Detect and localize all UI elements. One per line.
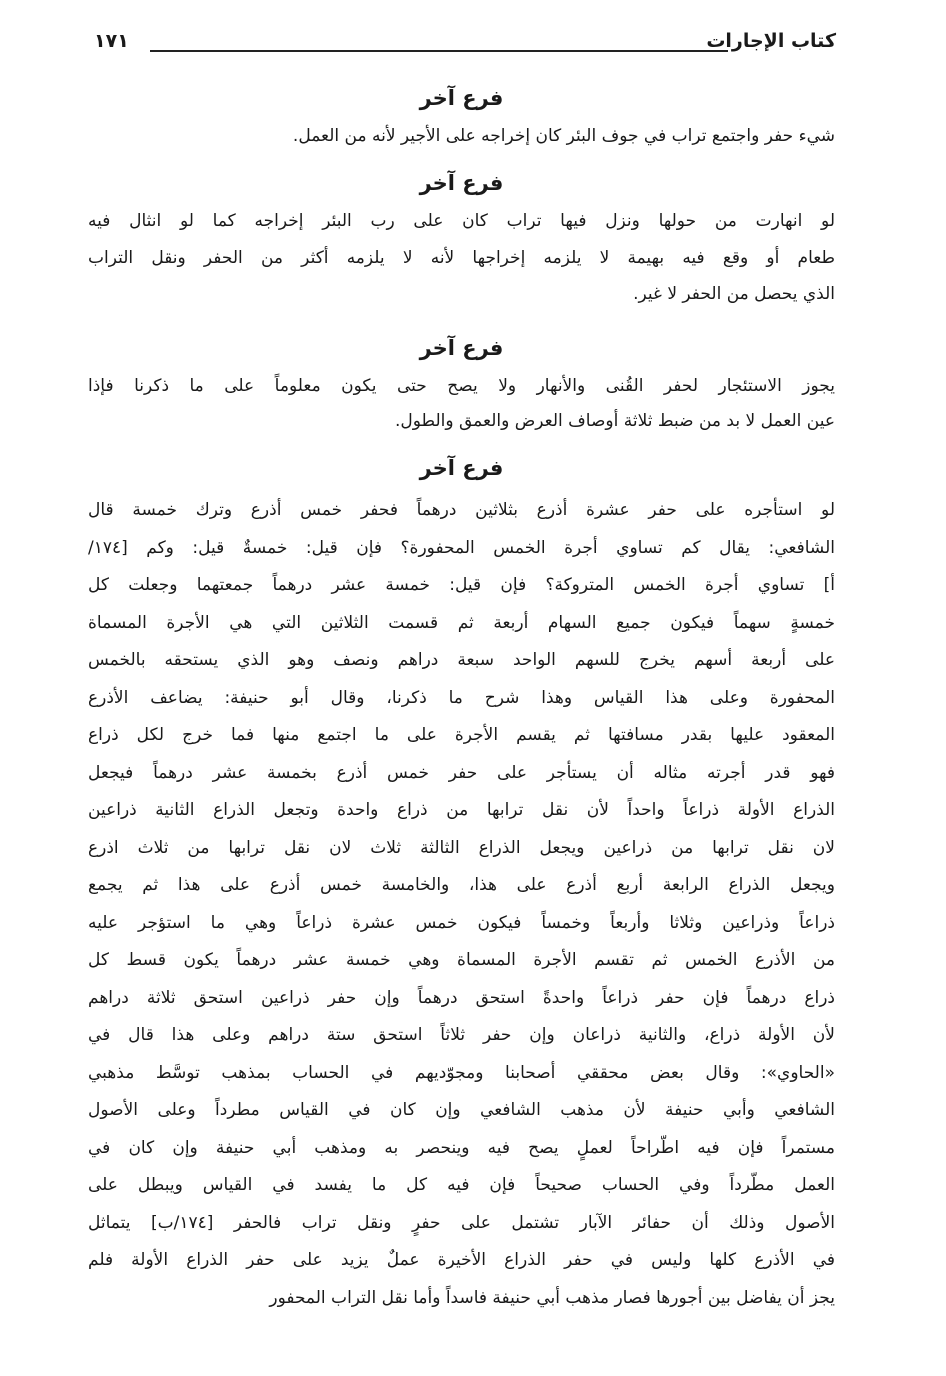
section-heading: فرع آخر xyxy=(419,171,504,195)
section-heading: فرع آخر xyxy=(419,456,504,480)
text-line: الذي يحصل من الحفر لا غير. xyxy=(633,284,835,304)
text-line: خمسةٍ سهماً فيكون جميع السهام أربعة ثم قسمت الثلاثين التي هي الأجرة المسماة xyxy=(88,613,835,633)
book-title: كتاب الإجارات xyxy=(706,30,836,52)
text-line: على أربعة أسهم يخرج للسهم الواحد سبعة دراهم ونصف وهو الذي يستحقه بالخمس xyxy=(88,650,835,670)
text-line: أ] تساوي أجرة الخمس المتروكة؟ فإن قيل: خمسة عشر درهماً جمعتهما وجعلت كل xyxy=(88,575,835,595)
text-line: عين العمل لا بد من ضبط ثلاثة أوصاف العرض والعمق والطول. xyxy=(395,411,835,431)
text-line: لو استأجره على حفر عشرة أذرع بثلاثين درهماً فحفر خمس أذرع وترك خمسة قال xyxy=(88,500,835,520)
text-line: فهو قدر أجرته مثاله أن يستأجر على حفر خمس أذرع بخمسة عشر درهماً فيجعل xyxy=(88,763,835,783)
text-line: الشافعي: يقال كم تساوي أجرة الخمس المحفورة؟ فإن قيل: خمسةٌ قيل: وكم [١٧٤/ xyxy=(88,538,835,558)
text-line: ذراعاً وذراعين وثلاثا وأربعاً وخمساً فيكون خمس عشرة ذراعاً وهي ما استؤجر عليه xyxy=(88,913,835,933)
text-line: مستمراً فإن فيه اطّراحاً لعملٍ يصح فيه وينحصر به ومذهب أبي حنيفة وإن كان في xyxy=(88,1138,835,1158)
header-rule xyxy=(150,50,728,52)
text-line: «الحاوي»: وقال بعض محققي أصحابنا ومجوّديهم في الحساب بمذهب توسَّط مذهبي xyxy=(88,1063,835,1083)
text-line: الأصول وذلك أن حفائر الآبار تشتمل على حفرٍ ونقل تراب فالحفر [١٧٤/ب] يتماثل xyxy=(88,1213,835,1233)
section-heading: فرع آخر xyxy=(419,336,504,360)
text-line: يجوز الاستئجار لحفر القُنى والأنهار ولا يصح حتى يكون معلوماً على ما ذكرنا فإذا xyxy=(88,376,835,396)
text-line: العمل مطّرداً وفي الحساب صحيحاً فإن فيه كل ما يفسد في القياس ويبطل على xyxy=(88,1175,835,1195)
text-line: ويجعل الذراع الرابعة أربع أذرع على هذا، والخامسة خمس أذرع على هذا ثم يجمع xyxy=(88,875,835,895)
text-line: لان نقل ترابها من ذراعين ويجعل الذراع الثالثة ثلاث لان نقل ترابها من ثلاث اذرع xyxy=(88,838,835,858)
text-line: المعقود عليها بقدر مسافتها ثم يقسم الأجرة على ما اجتمع منها فما خرج لكل ذراع xyxy=(88,725,835,745)
text-line: لأن الأولة ذراع، والثانية ذراعان وإن حفر ثلاثاً استحق ستة دراهم وعلى هذا قال في xyxy=(88,1025,835,1045)
text-line: المحفورة وعلى هذا القياس وهذا شرح ما ذكرنا، وقال أبو حنيفة: يضاعف الأذرع xyxy=(88,688,835,708)
page-number: ١٧١ xyxy=(94,30,129,52)
text-line: من الأذرع الخمس ثم تقسم الأجرة المسماة وهي خمسة عشر درهماً يكون قسط كل xyxy=(88,950,835,970)
text-line: الذراع الأولة ذراعاً واحداً لأن نقل ترابها من ذراع واحدة وتجعل الذراع الثانية ذراعين xyxy=(88,800,835,820)
text-line: طعام أو وقع فيه بهيمة لا يلزمه إخراجها لأنه لا يلزمه أكثر من الحفر ونقل التراب xyxy=(88,248,835,268)
text-line: لو انهارت من حولها ونزل فيها تراب كان على رب البئر إخراجه كما لو انثال فيه xyxy=(88,211,835,231)
text-line: شيء حفر واجتمع تراب في جوف البئر كان إخراجه على الأجير لأنه من العمل. xyxy=(292,126,835,146)
text-line: الشافعي وأبي حنيفة لأن مذهب الشافعي وإن كان في القياس مطرداً وعلى الأصول xyxy=(88,1100,835,1120)
section-heading: فرع آخر xyxy=(419,86,504,110)
text-line: ذراع درهماً فإن حفر ذراعاً واحدةً استحق درهماً وإن حفر ذراعين استحق ثلاثة دراهم xyxy=(88,988,835,1008)
text-line: في الأذرع كلها وليس في حفر الذراع الأخيرة عملٌ يزيد على حفر الذراع الأولة فلم xyxy=(88,1250,835,1270)
text-line: يجز أن يفاضل بين أجورها فصار مذهب أبي حنيفة فاسداً وأما نقل التراب المحفور xyxy=(269,1288,835,1308)
